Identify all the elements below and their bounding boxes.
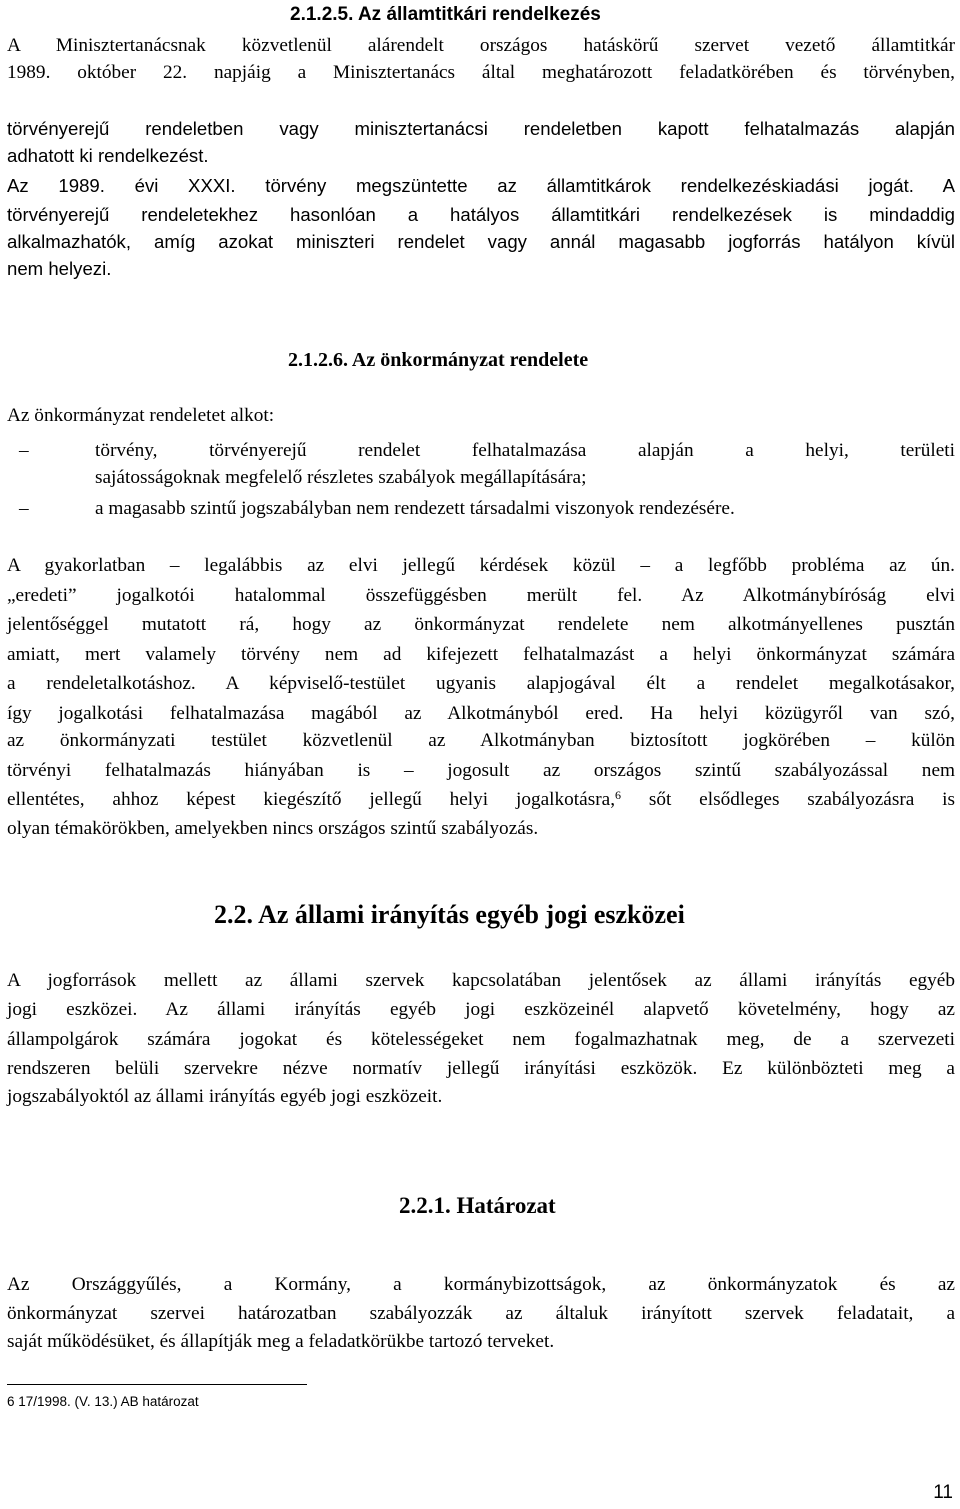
paragraph-line: 1989. október 22. napjáig a Minisztertanács által meghatározott feladatkörében és törvényben, xyxy=(7,62,955,83)
paragraph-line: „eredeti” jogalkotói hatalommal összefüggésben merült fel. Az Alkotmánybíróság elvi xyxy=(7,585,955,606)
paragraph-line: jogszabályoktól az állami irányítás egyéb jogi eszközeit. xyxy=(7,1086,443,1107)
list-intro: Az önkormányzat rendeletet alkot: xyxy=(7,405,275,426)
paragraph-line: Az 1989. évi XXXI. törvény megszüntette az államtitkárok rendelkezéskiadási jogát. A xyxy=(7,175,955,196)
page-number: 11 xyxy=(933,1482,953,1503)
paragraph-line: adhatott ki rendelkezést. xyxy=(7,145,209,166)
paragraph-line: A jogforrások mellett az állami szervek kapcsolatában jelentősek az állami irányítás egyéb xyxy=(7,970,955,991)
list-item-line: sajátosságoknak megfelelő részletes szabályok megállapítására; xyxy=(95,467,587,488)
paragraph-line: törvényi felhatalmazás hiányában is – jogosult az országos szintű szabályozással nem xyxy=(7,760,955,781)
paragraph-line: A gyakorlatban – legalábbis az elvi jellegű kérdések közül – a legfőbb probléma az ún. xyxy=(7,555,955,576)
list-item-line: törvény, törvényerejű rendelet felhatalmazása alapján a helyi, területi xyxy=(95,440,955,461)
paragraph-line: a rendeletalkotáshoz. A képviselő-testület ugyanis alapjogával élt a rendelet megalkotásakor, xyxy=(7,673,955,694)
section-heading-2-2-1: 2.2.1. Határozat xyxy=(399,1193,556,1218)
paragraph-line: az önkormányzati testület közvetlenül az Alkotmányban biztosított jogkörében – külön xyxy=(7,730,955,751)
section-heading-2-1-2-6: 2.1.2.6. Az önkormányzat rendelete xyxy=(288,349,589,371)
list-item-line: a magasabb szintű jogszabályban nem rendezett társadalmi viszonyok rendezésére. xyxy=(95,498,735,519)
footnote-reference: 6 xyxy=(615,788,622,802)
paragraph-line: törvényerejű rendeletben vagy minisztertanácsi rendeletben kapott felhatalmazás alapján xyxy=(7,118,955,139)
paragraph-line: A Minisztertanácsnak közvetlenül alárendelt országos hatáskörű szervet vezető államtitkár xyxy=(7,35,955,56)
paragraph-line: így jogalkotási felhatalmazása magából az Alkotmányból ered. Ha helyi közügyről van szó, xyxy=(7,703,955,724)
paragraph-line: rendszeren belüli szervekre nézve normatív jellegű irányítási eszközök. Ez különbözteti meg a xyxy=(7,1058,955,1079)
document-page xyxy=(7,0,955,1509)
section-heading-2-2: 2.2. Az állami irányítás egyéb jogi eszközei xyxy=(214,900,685,929)
dash-bullet: – xyxy=(19,498,29,519)
paragraph-line: saját működésüket, és állapítják meg a feladatkörükbe tartozó terveket. xyxy=(7,1331,555,1352)
text-fragment: sőt elsődleges szabályozásra is xyxy=(621,789,956,810)
paragraph-line: Az Országgyűlés, a Kormány, a kormánybizottságok, az önkormányzatok és az xyxy=(7,1274,955,1295)
paragraph-line-with-footnote xyxy=(7,787,955,813)
paragraph-line: önkormányzat szervei határozatban szabályozzák az általuk irányított szervek feladatait, a xyxy=(7,1303,955,1324)
paragraph-line: állampolgárok számára jogokat és kötelességeket nem fogalmazhatnak meg, de a szervezeti xyxy=(7,1029,955,1050)
paragraph-line: amiatt, mert valamely törvény nem ad kifejezett felhatalmazást a helyi önkormányzat számára xyxy=(7,644,955,665)
paragraph-line: olyan témakörökben, amelyekben nincs országos szintű szabályozás. xyxy=(7,818,539,839)
paragraph-line: törvényerejű rendeletekhez hasonlóan a hatályos államtitkári rendelkezések is mindaddig xyxy=(7,204,955,225)
paragraph-line: jelentőséggel mutatott rá, hogy az önkormányzat rendelete nem alkotmányellenes pusztán xyxy=(7,614,955,635)
footnote: 6 17/1998. (V. 13.) AB határozat xyxy=(7,1394,199,1409)
paragraph-line: alkalmazhatók, amíg azokat miniszteri rendelet vagy annál magasabb jogforrás hatályon kívül xyxy=(7,231,955,252)
paragraph-line: jogi eszközei. Az állami irányítás egyéb jogi eszközeinél alapvető követelmény, hogy az xyxy=(7,999,955,1020)
paragraph-line: nem helyezi. xyxy=(7,258,112,279)
section-heading-2-1-2-5: 2.1.2.5. Az államtitkári rendelkezés xyxy=(290,4,601,25)
dash-bullet: – xyxy=(19,440,29,461)
text-fragment: ellentétes, ahhoz képest kiegészítő jellegű helyi jogalkotásra, xyxy=(7,789,616,810)
footnote-separator xyxy=(7,1384,307,1385)
